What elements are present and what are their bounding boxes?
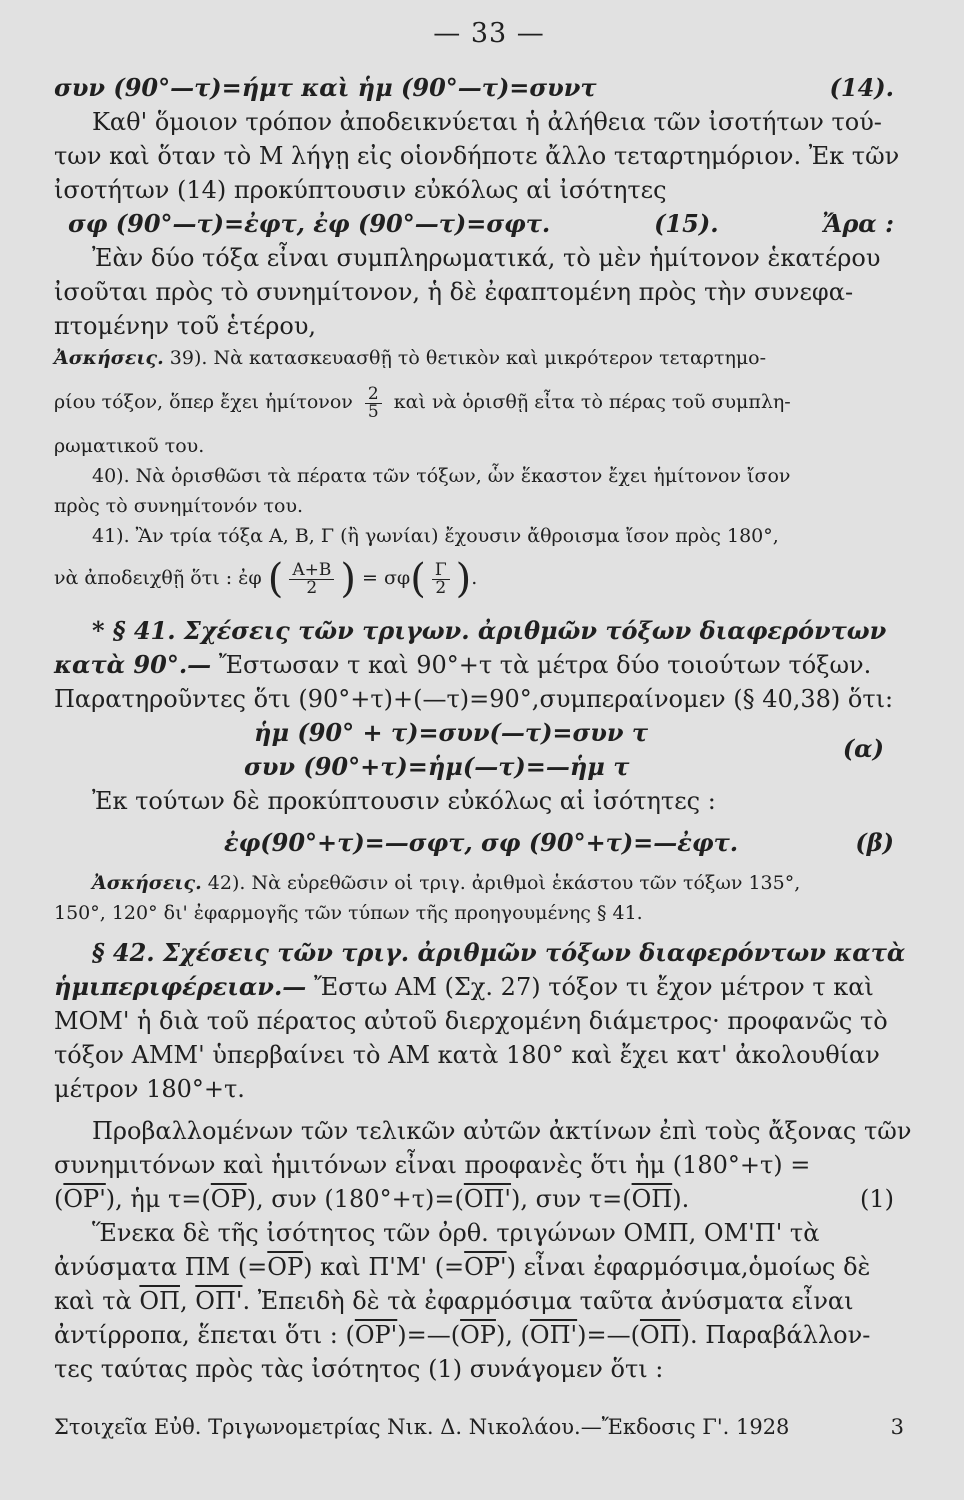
text-line: ΜΟΜ' ἡ διὰ τοῦ πέρατος αὐτοῦ διερχομένη διάμετρος· προφανῶς τὸ bbox=[54, 1007, 888, 1035]
exercises-label: Ἀσκήσεις. bbox=[92, 872, 202, 894]
fraction-gamma bbox=[432, 559, 450, 598]
equation-alpha-1: ἡμ (90° + τ)=συν(—τ)=συν τ bbox=[254, 718, 649, 747]
text-line-vectors: καὶ τὰ $\overline{O\Pi}$, ΟΠ'. Ἐπειδὴ δὲ τὰ ἐφαρμόσιμα ταῦτα ἀνύσματα εἶναι bbox=[54, 1287, 854, 1315]
section-41-heading: * § 41. Σχέσεις τῶν τριγων. ἀριθμῶν τόξων διαφερόντων bbox=[92, 616, 887, 645]
section-41-line2 bbox=[54, 648, 904, 682]
text-line: Παρατηροῦντες ὅτι (90°+τ)+(—τ)=90°,συμπεραίνομεν (§ 40,38) ὅτι: bbox=[54, 685, 894, 713]
section-41-text: Ἔστωσαν τ καὶ 90°+τ τὰ μέτρα δύο τοιούτων τόξων. bbox=[218, 651, 872, 679]
footer-title: Στοιχεῖα Εὐθ. Τριγωνομετρίας Νικ. Δ. Νικολάου.—Ἔκδοσις Γ'. 1928 bbox=[54, 1415, 790, 1439]
page-number: — 33 — bbox=[433, 18, 545, 49]
section-42-line2 bbox=[54, 970, 904, 1004]
fraction-2-5 bbox=[365, 383, 382, 422]
section-41-heading-cont: κατὰ 90°.— bbox=[54, 650, 212, 679]
text-line: ἰσοῦται πρὸς τὸ συνημίτονον, ἡ δὲ ἐφαπτομένη πρὸς τὴν συνεφα- bbox=[54, 278, 854, 306]
section-42-text: Ἔστω ΑΜ (Σχ. 27) τόξον τι ἔχον μέτρον τ καὶ bbox=[313, 973, 874, 1001]
exercise-39 bbox=[54, 343, 904, 373]
equation-alpha-number: (α) bbox=[842, 734, 884, 763]
exercise-41: 41). Ἂν τρία τόξα Α, Β, Γ (ἢ γωνίαι) ἔχουσιν ἄθροισμα ἴσον πρὸς 180°, bbox=[92, 525, 779, 547]
text-line: Ἐκ τούτων δὲ προκύπτουσιν εὐκόλως αἱ ἰσότητες : bbox=[92, 787, 716, 815]
text-line: των καὶ ὅταν τὸ Μ λήγῃ εἰς οἱονδήποτε ἄλλο τεταρτημόριον. Ἐκ τῶν bbox=[54, 142, 900, 170]
formula-pre: νὰ ἀποδειχθῇ ὅτι : ἐφ bbox=[54, 567, 262, 589]
exercise-39-cont bbox=[54, 373, 904, 431]
equation-14 bbox=[54, 71, 904, 105]
exercise-39-text: 39). Νὰ κατασκευασθῇ τὸ θετικὸν καὶ μικρότερον τεταρτημο- bbox=[169, 347, 767, 369]
exercise-42 bbox=[54, 868, 904, 898]
text-line: πρὸς τὸ συνημίτονόν του. bbox=[54, 495, 304, 517]
fraction-denominator: 2 bbox=[435, 577, 447, 598]
exercise-40: 40). Νὰ ὁρισθῶσι τὰ πέρατα τῶν τόξων, ὧν ἕκαστον ἔχει ἡμίτονον ἴσον bbox=[92, 465, 791, 487]
text-line: Ἐὰν δύο τόξα εἶναι συμπληρωματικά, τὸ μὲν ἡμίτονον ἑκατέρου bbox=[92, 244, 881, 272]
text-line: πτομένην τοῦ ἑτέρου, bbox=[54, 312, 317, 340]
equation-beta-text: ἐφ(90°+τ)=—σφτ, σφ (90°+τ)=—ἐφτ. bbox=[224, 828, 739, 857]
page-footer bbox=[54, 1412, 904, 1442]
formula-mid: = σφ bbox=[362, 567, 411, 589]
text-line: τόξον ΑΜΜ' ὑπερβαίνει τὸ ΑΜ κατὰ 180° καὶ ἔχει κατ' ἀκολουθίαν bbox=[54, 1041, 880, 1069]
fraction-a-plus-b bbox=[289, 559, 334, 598]
equation-beta-number: (β) bbox=[855, 828, 894, 857]
text-line: συνημιτόνων καὶ ἡμιτόνων εἶναι προφανὲς ὅτι ἡμ (180°+τ) = bbox=[54, 1151, 811, 1179]
text-line-vectors: ἀντίρροπα, ἕπεται ὅτι : $(OP')=—(\overline{OP})$, $(O\Pi')=—(\overline{O\Pi})$. Παραβάλλον- bbox=[54, 1321, 871, 1349]
equation-beta bbox=[54, 826, 904, 860]
exercise-39-pre: ρίου τόξον, ὅπερ ἔχει ἡμίτονον bbox=[54, 391, 353, 413]
exercise-42-text: 42). Νὰ εὑρεθῶσιν οἱ τριγ. ἀριθμοὶ ἑκάστου τῶν τόξων 135°, bbox=[207, 872, 801, 894]
fraction-denominator: 5 bbox=[367, 401, 379, 422]
exercise-39-post: καὶ νὰ ὁρισθῇ εἶτα τὸ πέρας τοῦ συμπλη- bbox=[393, 391, 791, 413]
equation-15-number: (15). bbox=[654, 209, 719, 238]
section-42-heading-cont: ἡμιπεριφέρειαν.— bbox=[54, 972, 307, 1001]
equation-15 bbox=[54, 207, 904, 241]
text-line: Καθ' ὅμοιον τρόπον ἀποδεικνύεται ἡ ἀλήθεια τῶν ἰσοτήτων τού- bbox=[92, 108, 882, 136]
text-line: ἰσοτήτων (14) προκύπτουσιν εὐκόλως αἱ ἰσότητες bbox=[54, 176, 667, 204]
text-line-vectors: ἀνύσματα ΠΜ $(=\overline{OP})$ καὶ Π'Μ' (=ΟΡ') εἶναι ἐφαρμόσιμα,ὁμοίως δὲ bbox=[54, 1253, 871, 1281]
exercise-41-formula: νὰ ἀποδειχθῇ ὅτι : ἐφ ( $\frac{A+B}{2}$ ) = σφ( $\frac{\Gamma}{2}$ ). bbox=[54, 556, 478, 602]
text-line: 150°, 120° δι' ἐφαρμογῆς τῶν τύπων τῆς προηγουμένης § 41. bbox=[54, 902, 643, 924]
fraction-numerator: Α+Β bbox=[289, 562, 334, 580]
text-line: ρωματικοῦ του. bbox=[54, 435, 205, 457]
equation-alpha-2: συν (90°+τ)=ἡμ(—τ)=—ἡμ τ bbox=[244, 752, 630, 781]
exercises-label: Ἀσκήσεις. bbox=[54, 347, 164, 369]
fraction-numerator: 2 bbox=[365, 386, 382, 404]
equation-15-text: σφ (90°—τ)=ἐφτ, ἐφ (90°—τ)=σφτ. bbox=[68, 209, 551, 238]
equation-1 bbox=[54, 1182, 904, 1216]
text-line: Ἕνεκα δὲ τῆς ἰσότητος τῶν ὀρθ. τριγώνων ΟΜΠ, ΟΜ'Π' τὰ bbox=[92, 1219, 820, 1247]
text-line: μέτρον 180°+τ. bbox=[54, 1075, 245, 1103]
equation-15-tail: Ἄρα : bbox=[822, 209, 894, 238]
fraction-numerator: Γ bbox=[432, 562, 450, 580]
signature-mark: 3 bbox=[890, 1415, 904, 1439]
text-line: τες ταύτας πρὸς τὰς ἰσότητος (1) συνάγομεν ὅτι : bbox=[54, 1355, 664, 1383]
section-42-heading: § 42. Σχέσεις τῶν τριγ. ἀριθμῶν τόξων διαφερόντων κατὰ bbox=[92, 938, 906, 967]
equation-14-number: (14). bbox=[829, 73, 894, 102]
equations-alpha bbox=[54, 716, 904, 784]
equation-1-text: (ΟΡ'), ἡμ $\tau=(\overline{OP})$, συν (180°+τ)=(ΟΠ'), συν $\tau=(\overline{O\Pi})$. bbox=[54, 1185, 690, 1213]
equation-1-number: (1) bbox=[860, 1185, 894, 1213]
text-line: Προβαλλομένων τῶν τελικῶν αὐτῶν ἀκτίνων ἐπὶ τοὺς ἄξονας τῶν bbox=[92, 1117, 912, 1145]
fraction-denominator: 2 bbox=[306, 577, 318, 598]
equation-14-text: συν (90°—τ)=ήμτ καὶ ἡμ (90°—τ)=συντ bbox=[54, 73, 597, 102]
